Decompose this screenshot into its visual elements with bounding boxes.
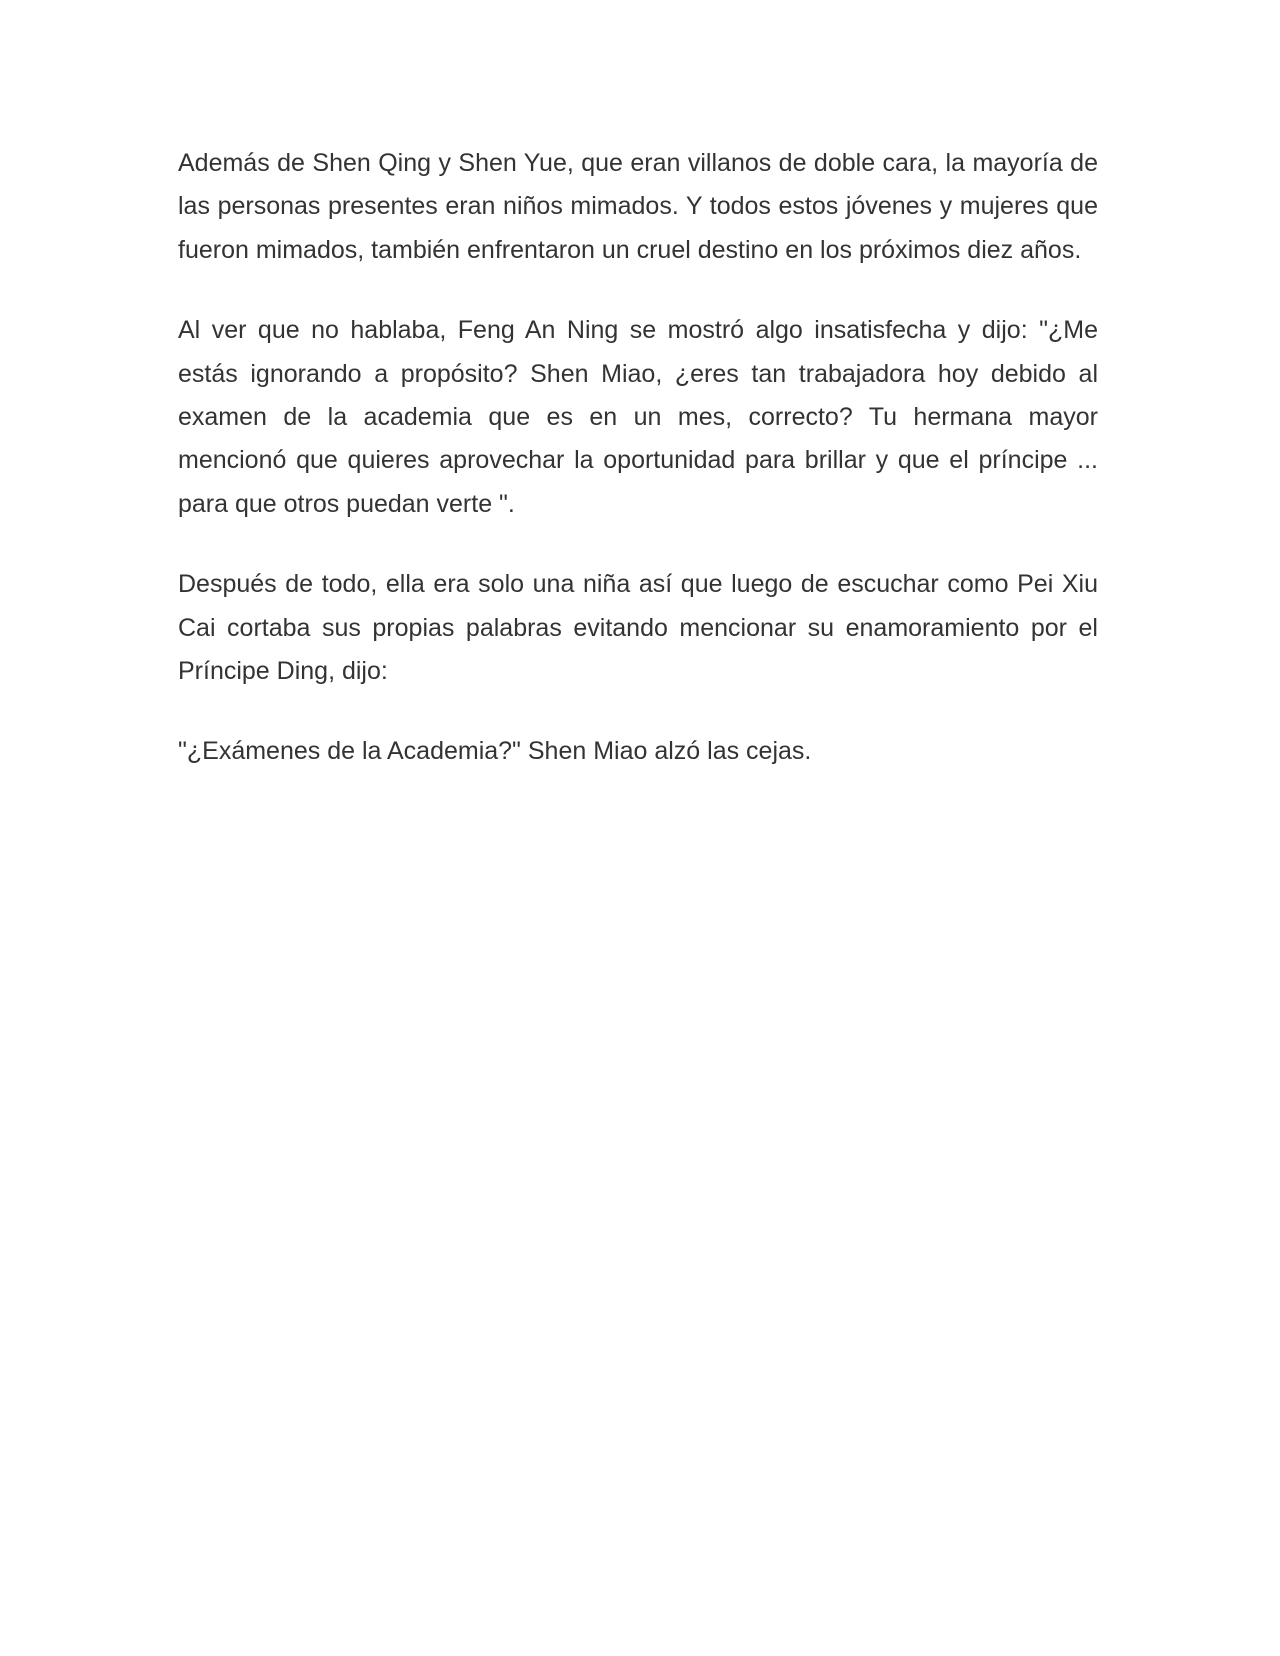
document-body	[178, 142, 1098, 774]
paragraph-1: Además de Shen Qing y Shen Yue, que eran villanos de doble cara, la mayoría de las personas presentes eran niños mimados. Y todos estos jóvenes y mujeres que fueron mimados, también enfrentaron un cruel destino en los próximos diez años.	[178, 149, 1098, 264]
paragraph-2: Al ver que no hablaba, Feng An Ning se mostró algo insatisfecha y dijo: "¿Me estás ignorando a propósito? Shen Miao, ¿eres tan trabajadora hoy debido al examen de la academia que es en un mes, correcto? Tu hermana mayor mencionó que quieres aprovechar la oportunidad para brillar y que el príncipe ... para que otros puedan verte ".	[178, 316, 1098, 518]
paragraph-4: "¿Exámenes de la Academia?" Shen Miao alzó las cejas.	[178, 737, 812, 766]
paragraph-3: Después de todo, ella era solo una niña así que luego de escuchar como Pei Xiu Cai cortaba sus propias palabras evitando mencionar su enamoramiento por el Príncipe Ding, dijo:	[178, 570, 1098, 686]
